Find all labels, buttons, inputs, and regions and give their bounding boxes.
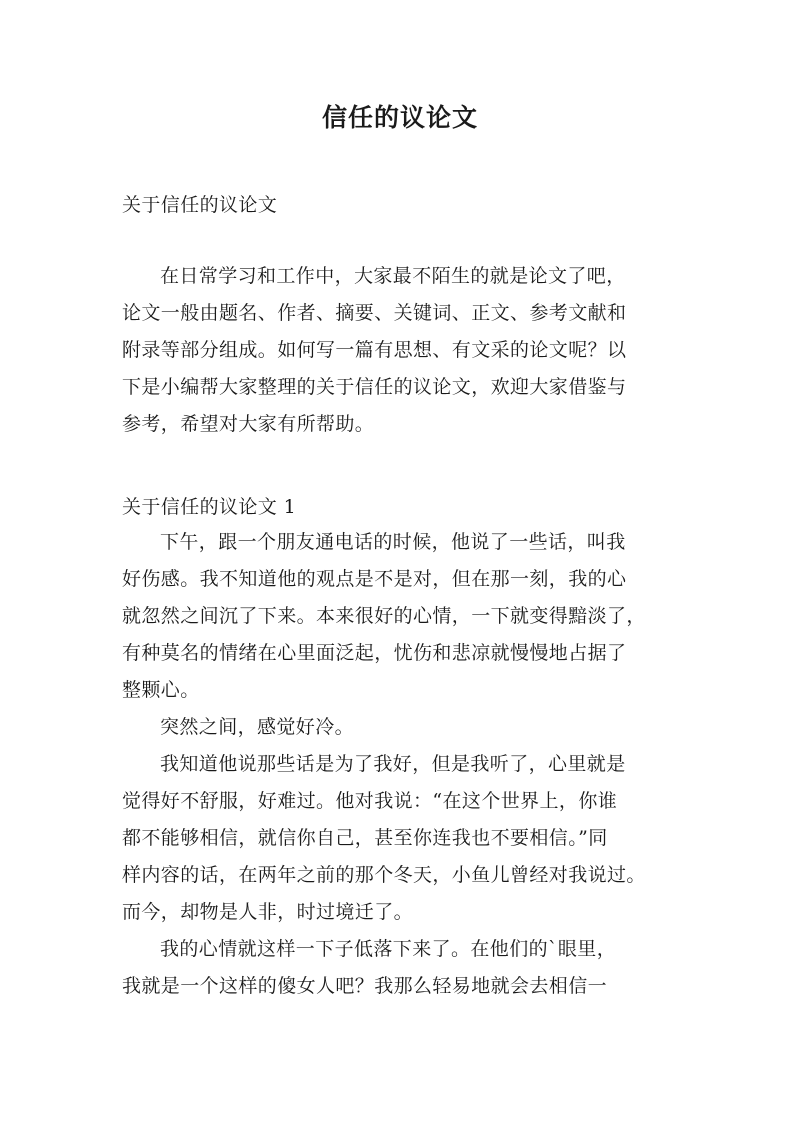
- document-title: 信任的议论文: [321, 103, 478, 132]
- paragraph-line: 有种莫名的情绪在心里面泛起，忧伤和悲凉就慢慢地占据了: [122, 642, 627, 664]
- paragraph-line: 整颗心。: [122, 679, 200, 701]
- paragraph-line: 好伤感。我不知道他的观点是不是对，但在那一刻，我的心: [122, 568, 627, 590]
- intro-line: 参考，希望对大家有所帮助。: [122, 413, 375, 435]
- intro-line: 论文一般由题名、作者、摘要、关键词、正文、参考文献和: [122, 302, 627, 324]
- paragraph-line: 觉得好不舒服，好难过。他对我说：“在这个世界上，你谁: [122, 790, 618, 812]
- section-heading: 关于信任的议论文 1: [122, 496, 297, 518]
- section-body: [122, 524, 678, 1005]
- intro-line: 下是小编帮大家整理的关于信任的议论文，欢迎大家借鉴与: [122, 376, 627, 398]
- paragraph-line: 下午，跟一个朋友通电话的时候，他说了一些话，叫我: [160, 531, 626, 553]
- paragraph-line: 我知道他说那些话是为了我好，但是我听了，心里就是: [160, 753, 626, 775]
- paragraph-line: 样内容的话，在两年之前的那个冬天，小鱼儿曾经对我说过。: [122, 864, 646, 886]
- intro-line: 附录等部分组成。如何写一篇有思想、有文采的论文呢？以: [122, 339, 627, 361]
- intro-paragraph: [122, 258, 678, 443]
- intro-line: 在日常学习和工作中，大家最不陌生的就是论文了吧，: [160, 265, 626, 287]
- paragraph: [122, 931, 678, 1005]
- paragraph: [122, 709, 678, 746]
- paragraph: [122, 746, 678, 931]
- paragraph-line: 都不能够相信，就信你自己，甚至你连我也不要相信。”同: [122, 827, 608, 849]
- paragraph-line: 突然之间，感觉好冷。: [160, 716, 355, 738]
- paragraph-line: 我就是一个这样的傻女人吧？我那么轻易地就会去相信一: [122, 975, 608, 997]
- paragraph-line: 就忽然之间沉了下来。本来很好的心情，一下就变得黯淡了，: [122, 605, 646, 627]
- document-subtitle: 关于信任的议论文: [122, 194, 278, 216]
- paragraph-line: 而今，却物是人非，时过境迁了。: [122, 901, 414, 923]
- paragraph: [122, 524, 678, 709]
- paragraph-line: 我的心情就这样一下子低落下来了。在他们的`眼里，: [160, 938, 617, 960]
